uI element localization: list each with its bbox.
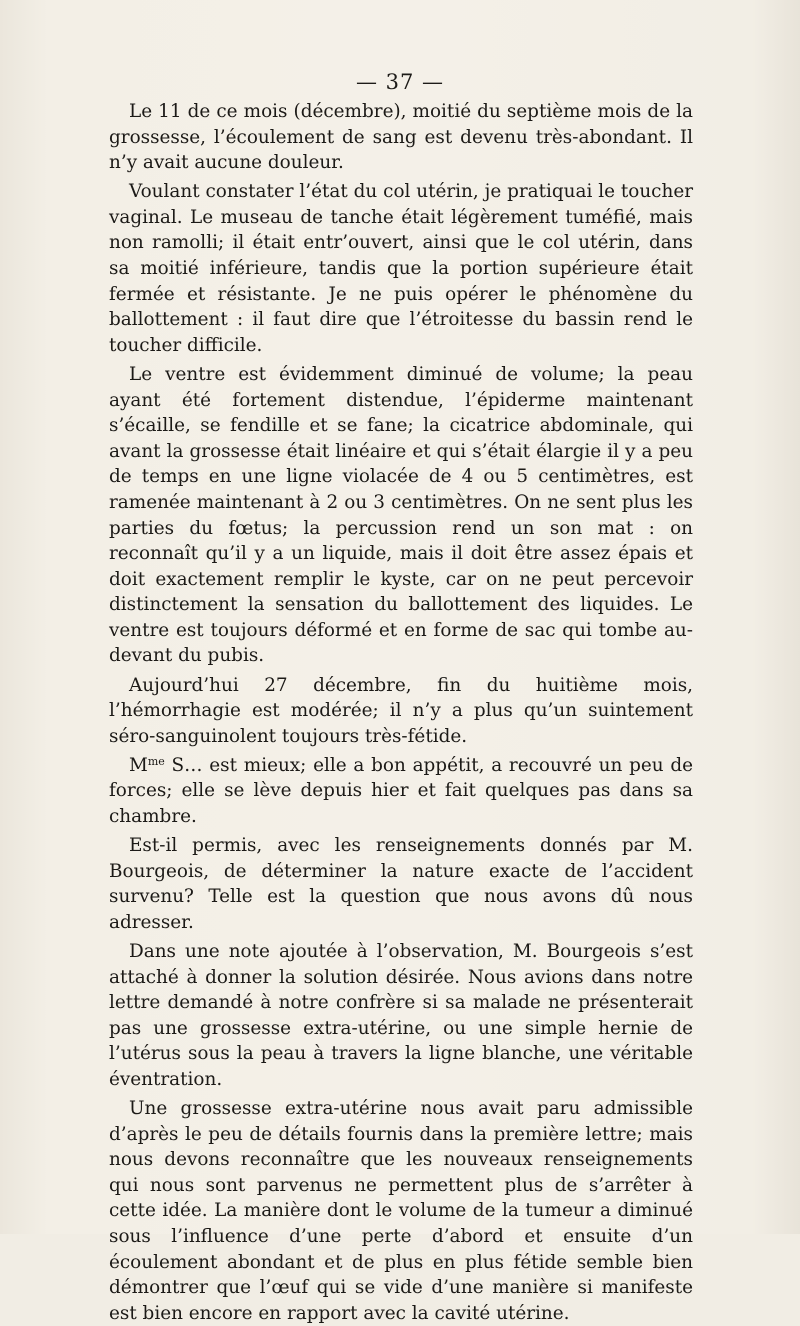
paragraph-4: Aujourd’hui 27 décembre, fin du huitième mois, l’hémorrhagie est modérée; il n’y a plus qu’un suintement séro-sanguinolent toujours très-fétide. (109, 674, 693, 747)
paragraph-5 (109, 753, 693, 830)
paragraph-7: Dans une note ajoutée à l’observation, M. Bourgeois s’est attaché à donner la solution désirée. Nous avions dans notre lettre demandé à notre confrère si sa malade ne présenterait pas une grossesse extra-utérine, ou une simple hernie de l’utérus sous la peau à travers la ligne blanche, une véritable éventration. (109, 941, 693, 1090)
title-abbrev: M (129, 754, 148, 776)
page-number: — 37 — (355, 70, 445, 94)
paragraph-2: Voulant constater l’état du col utérin, je pratiquai le toucher vaginal. Le museau de tanche était légèrement tuméfié, mais non ramolli; il était entr’ouvert, ainsi que le col utérin, dans sa moitié inférieure, tandis que la portion supérieure était fermée et résistante. Je ne puis opérer le phénomène du ballottement : il faut dire que l’étroitesse du bassin rend le toucher difficile. (109, 181, 693, 356)
paragraph-3: Le ventre est évidemment diminué de volume; la peau ayant été fortement distendue, l’épiderme maintenant s’écaille, se fendille et se fane; la cicatrice abdominale, qui avant la grossesse était linéaire et qui s’était élargie il y a peu de temps en une ligne violacée de 4 ou 5 centimètres, est ramenée maintenant à 2 ou 3 centimètres. On ne sent plus les parties du fœtus; la percussion rend un son mat : on reconnaît qu’il y a un liquide, mais il doit être assez épais et doit exactement remplir le kyste, car on ne peut percevoir distinctement la sensation du ballottement des liquides. Le ventre est toujours déformé et en forme de sac qui tombe au-devant du pubis. (109, 363, 693, 667)
body-text (109, 99, 693, 1326)
paragraph-8: Une grossesse extra-utérine nous avait paru admissible d’après le peu de détails fournis dans la première lettre; mais nous devons reconnaître que les nouveaux renseignements qui nous sont parvenus ne permettent plus de s’arrêter à cette idée. La manière dont le volume de la tumeur a diminué sous l’influence d’une perte d’abord et ensuite d’un écoulement abondant et de plus en plus fétide semble bien démontrer que l’œuf qui se vide d’une manière si manifeste est bien encore en rapport avec la cavité utérine. (109, 1098, 693, 1324)
title-superscript: me (147, 754, 165, 768)
paragraph-1: Le 11 de ce mois (décembre), moitié du septième mois de la grossesse, l’écoulement de sang est devenu très-abondant. Il n’y avait aucune douleur. (109, 101, 693, 174)
paragraph-6: Est-il permis, avec les renseignements donnés par M. Bourgeois, de déterminer la nature exacte de l’accident survenu? Telle est la question que nous avons dû nous adresser. (109, 835, 693, 933)
paragraph-5-text: S… est mieux; elle a bon appétit, a recouvré un peu de forces; elle se lève depuis hier et fait quelques pas dans sa chambre. (109, 754, 693, 828)
